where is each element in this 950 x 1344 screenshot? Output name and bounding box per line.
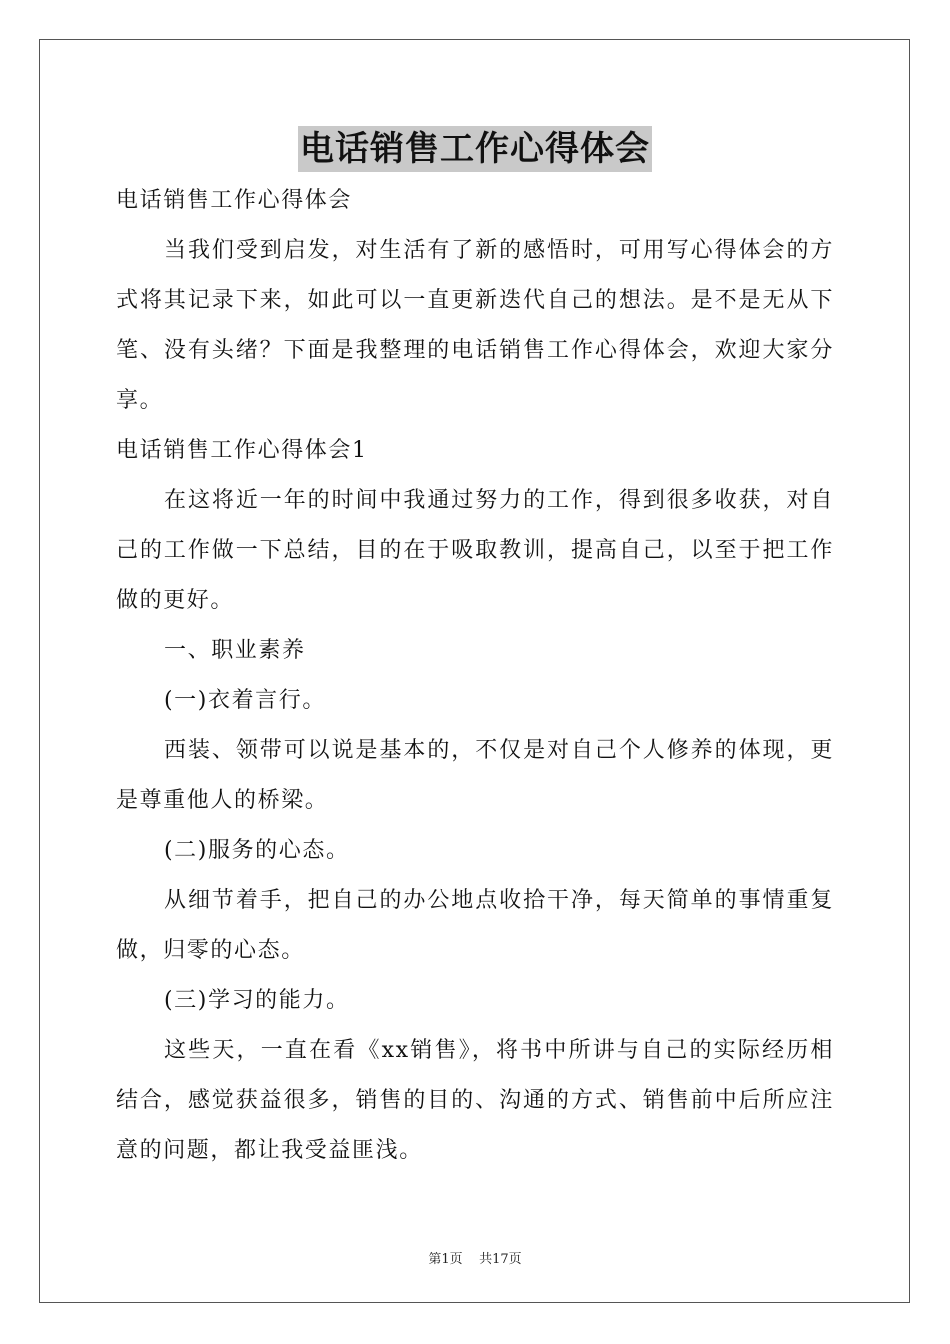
subheading-service: (二)服务的心态。 (164, 838, 350, 863)
page-footer (0, 1248, 950, 1267)
paragraph-subtitle: 电话销售工作心得体会 (116, 188, 353, 213)
document-title: 电话销售工作心得体会 (298, 126, 652, 172)
paragraph-attire: 西装、领带可以说是基本的，不仅是对自己个人修养的体现，更是尊重他人的桥梁。 (116, 738, 834, 813)
paragraph-intro: 当我们受到启发，对生活有了新的感悟时，可用写心得体会的方式将其记录下来，如此可以一直更新迭代自己的想法。是不是无从下笔、没有头绪？下面是我整理的电话销售工作心得体会，欢迎大家分享。 (116, 238, 834, 413)
document-body (116, 176, 834, 1176)
section-heading: 电话销售工作心得体会1 (116, 438, 368, 463)
title-container (0, 126, 950, 172)
paragraph-learning: 这些天，一直在看《xx销售》，将书中所讲与自己的实际经历相结合，感觉获益很多，销售的目的、沟通的方式、销售前中后所应注意的问题，都让我受益匪浅。 (116, 1038, 834, 1163)
paragraph-service: 从细节着手，把自己的办公地点收拾干净，每天简单的事情重复做，归零的心态。 (116, 888, 834, 963)
heading-professional-quality: 一、职业素养 (164, 638, 306, 663)
paragraph-summary: 在这将近一年的时间中我通过努力的工作，得到很多收获，对自己的工作做一下总结，目的在于吸取教训，提高自己，以至于把工作做的更好。 (116, 488, 834, 613)
page-number: 第1页 (428, 1252, 463, 1267)
subheading-learning: (三)学习的能力。 (164, 988, 350, 1013)
page-total: 共17页 (479, 1252, 522, 1267)
subheading-attire: (一)衣着言行。 (164, 688, 326, 713)
